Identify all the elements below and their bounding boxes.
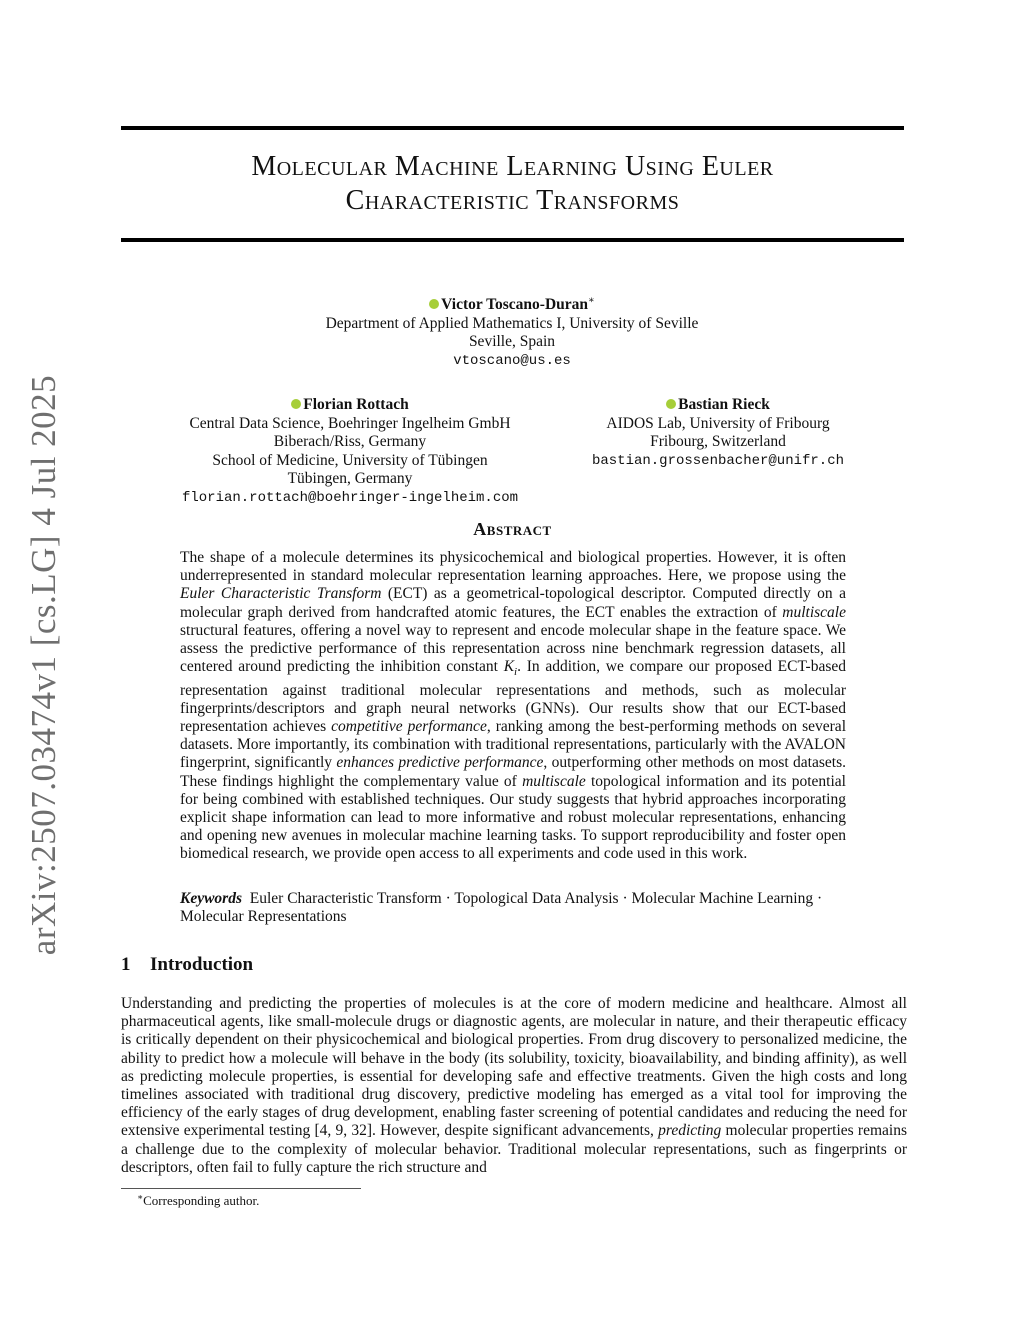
abstract-span: . In addition, we compare our proposed ECT-based representation against traditional molecular representations and methods, such as molecular fingerprints/descriptors and graph neural networks (GNNs). Our results show that our ECT-based representation achieves (180, 658, 846, 735)
author-email[interactable]: vtoscano@us.es (453, 352, 571, 369)
intro-paragraph (121, 995, 907, 1177)
intro-span: Understanding and predicting the properties of molecules is at the core of modern medicine and healthcare. Almost all pharmaceutical agents, like small-molecule drugs or diagnostic agents, are molecular in nature, and their therapeutic efficacy is critically dependent on their physicochemical and biological properties. From drug discovery to personalized medicine, the ability to predict how a molecule will behave in the body (its solubility, toxicity, bioavailability, and binding affinity), as well as predicting molecule properties, is essential for developing safe and effective treatments. Given the high costs and long timelines associated with traditional drug discovery, predictive modeling has emerged as a vital tool for improving the efficiency of the early stages of drug development, enabling faster screening of potential candidates and reducing the need for extensive experimental testing [4, 9, 32]. However, despite significant advancements, (121, 995, 907, 1140)
author-affiliation: Department of Applied Mathematics I, University of Seville (325, 314, 699, 332)
keywords (180, 890, 846, 926)
abstract-emphasis: Euler Characteristic Transform (180, 585, 382, 603)
author-block-3 (568, 396, 868, 470)
author-affiliation-2: School of Medicine, University of Tübingen (212, 451, 488, 469)
section-title: Introduction (150, 954, 254, 975)
author-location: Seville, Spain (468, 333, 556, 350)
orcid-icon[interactable] (291, 399, 301, 409)
corresponding-mark: ∗ (588, 295, 595, 306)
title-rule-top (121, 126, 904, 130)
abstract-span: , outperforming other methods on most datasets. These findings highlight the complementary value of (180, 754, 846, 790)
section-number: 1 (121, 954, 131, 975)
arxiv-identifier (14, 374, 74, 956)
author-email[interactable]: florian.rottach@boehringer-ingelheim.com (181, 489, 519, 506)
author-affiliation: AIDOS Lab, University of Fribourg (606, 414, 830, 432)
footnote-rule (121, 1188, 361, 1189)
abstract-emphasis: multiscale (522, 772, 586, 790)
arxiv-identifier-text: arXiv:2507.03474v1 [cs.LG] 4 Jul 2025 (24, 374, 63, 956)
abstract-span: structural features, offering a novel way to represent and encode molecular shape in the feature space. We assess the predictive performance of this representation across nine benchmark regression datasets, all centered around predicting the inhibition constant (180, 621, 846, 676)
section-heading (121, 954, 253, 976)
author-block-1 (262, 292, 762, 370)
keywords-list: Euler Characteristic Transform · Topological Data Analysis · Molecular Machine Learning · Molecular Representations (180, 890, 823, 926)
abstract-emphasis: enhances predictive performance (336, 754, 544, 772)
author-name: Victor Toscano-Duran (441, 296, 589, 313)
abstract-span: The shape of a molecule determines its physicochemical and biological properties. However, it is often underrepresented in standard molecular representation learning approaches. Here, we propose using the (180, 549, 846, 585)
math-symbol (503, 658, 518, 679)
intro-emphasis: predicting (658, 1122, 722, 1140)
abstract-span: , ranking among the best-performing methods on several datasets. More importantly, its combination with traditional representations, particularly with the AVALON fingerprint, significantly (180, 717, 846, 772)
abstract-emphasis: multiscale (782, 603, 846, 621)
orcid-icon[interactable] (666, 399, 676, 409)
math-symbol-subscript: i (514, 666, 518, 679)
paper-title (121, 150, 904, 218)
author-location: Fribourg, Switzerland (650, 433, 786, 450)
orcid-icon[interactable] (429, 299, 439, 309)
author-name: Florian Rottach (303, 396, 409, 413)
title-line-2: Characteristic Transforms (345, 185, 680, 216)
author-affiliation: Central Data Science, Boehringer Ingelheim GmbH (189, 414, 511, 432)
abstract-heading: Abstract (473, 519, 552, 539)
author-email[interactable]: bastian.grossenbacher@unifr.ch (591, 452, 845, 469)
abstract-span: topological information and its potential for being combined with established techniques. Our study suggests that hybrid approaches incorporating explicit shape information can lead to more informative and robust molecular representations, enhancing and opening new avenues in molecular machine learning tasks. To support reproducibility and foster open biomedical research, we provide open access to all experiments and code used in this work. (180, 772, 846, 863)
author-location-2: Tübingen, Germany (287, 470, 413, 487)
title-line-1: Molecular Machine Learning Using Euler (251, 151, 774, 182)
keywords-label: Keywords (180, 890, 242, 907)
footnote (137, 1192, 259, 1209)
author-location: Biberach/Riss, Germany (273, 433, 427, 450)
title-rule-bottom (121, 238, 904, 242)
author-block-2 (150, 396, 550, 507)
math-symbol-base: K (503, 658, 515, 676)
author-name: Bastian Rieck (678, 396, 770, 413)
intro-span: molecular properties remains a challenge due to the complexity of molecular behavior. Traditional molecular representations, such as fingerprints or descriptors, often fail to fully capture the rich structure and (121, 1122, 907, 1176)
footnote-mark: ∗ (137, 1192, 144, 1202)
abstract-span: (ECT) as a geometrical-topological descriptor. Computed directly on a molecular graph derived from handcrafted atomic features, the ECT enables the extraction of (180, 585, 846, 621)
footnote-text: Corresponding author. (143, 1193, 260, 1208)
abstract-text (180, 549, 846, 864)
abstract-emphasis: competitive performance (331, 717, 487, 735)
